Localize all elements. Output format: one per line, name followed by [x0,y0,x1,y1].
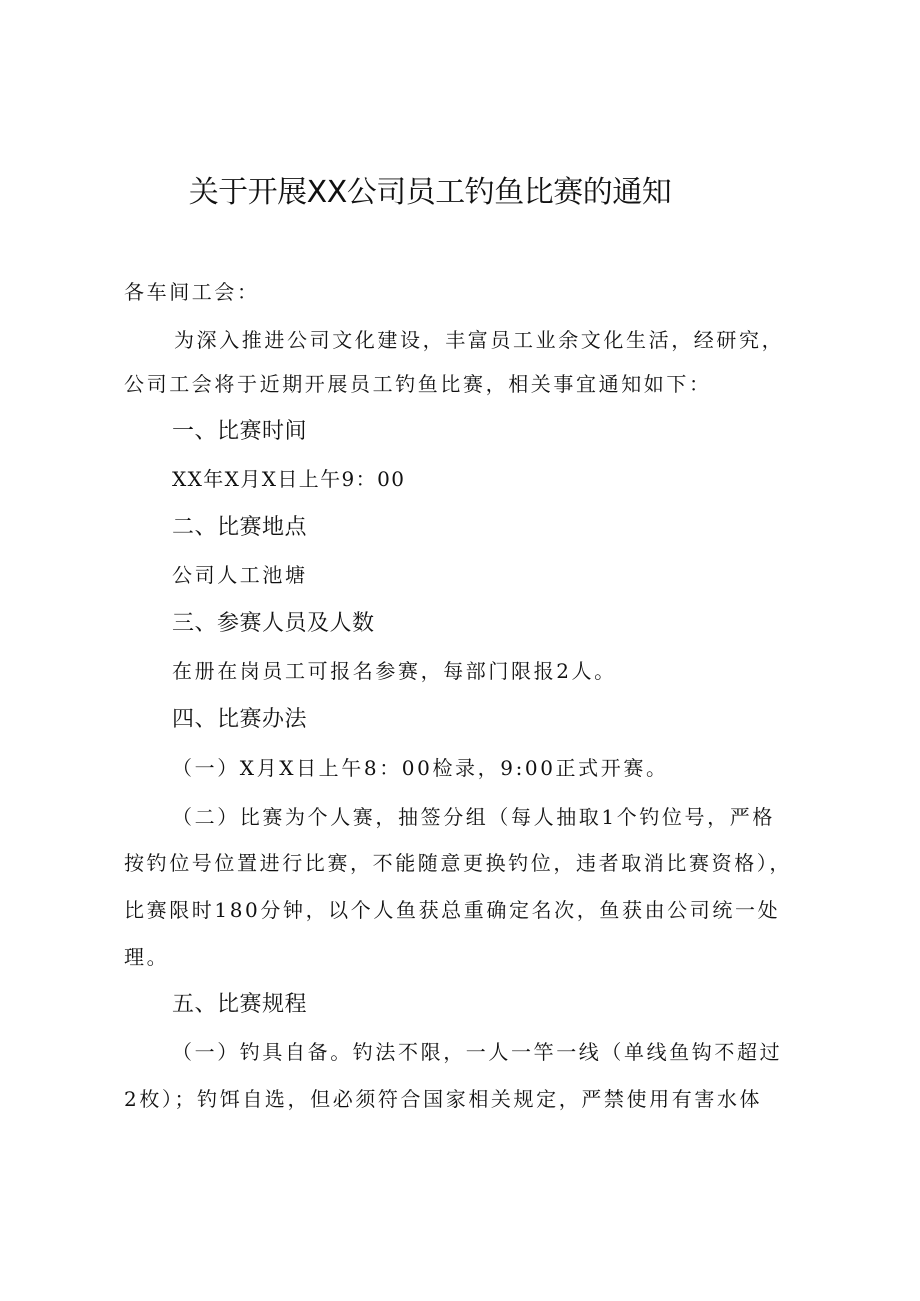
section-heading-rules: 五、比赛规程 [172,992,308,1017]
section-rules-line-2: 2枚）；钓饵自选，但必须符合国家相关规定，严禁使用有害水体 [124,1087,763,1111]
section-method-line-2: （二）比赛为个人赛，抽签分组（每人抽取1个钓位号，严格 [172,805,775,829]
section-method-line-1: （一）X月X日上午8：00检录，9:00正式开赛。 [172,756,669,780]
section-method-line-5: 理。 [124,945,170,969]
section-method-line-4: 比赛限时180分钟，以个人鱼获总重确定名次，鱼获由公司统一处 [124,898,781,922]
section-heading-participants: 三、参赛人员及人数 [172,611,375,636]
intro-line-2: 公司工会将于近期开展员工钓鱼比赛，相关事宜通知如下： [124,372,712,396]
section-time-text: XX年X月X日上午9：00 [172,467,406,491]
section-location-text: 公司人工池塘 [172,563,308,587]
section-heading-method: 四、比赛办法 [172,707,308,732]
salutation: 各车间工会： [124,280,260,304]
intro-line-1: 为深入推进公司文化建设，丰富员工业余文化生活，经研究， [174,328,785,352]
section-heading-location: 二、比赛地点 [172,515,308,540]
section-method-line-3: 按钓位号位置进行比赛，不能随意更换钓位，违者取消比赛资格）， [124,851,792,875]
document-title: 关于开展XX公司员工钓鱼比赛的通知 [188,175,672,210]
section-rules-line-1: （一）钓具自备。钓法不限，一人一竿一线（单线鱼钩不超过 [172,1040,783,1064]
section-heading-time: 一、比赛时间 [172,419,308,444]
section-participants-text: 在册在岗员工可报名参赛，每部门限报2人。 [172,659,617,683]
